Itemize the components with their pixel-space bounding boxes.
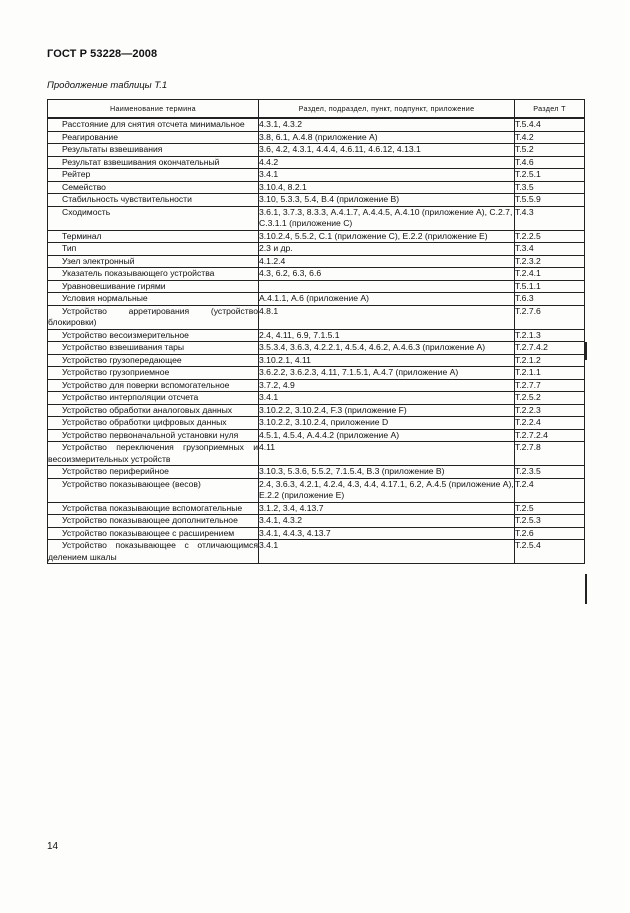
table-row bbox=[48, 293, 585, 306]
section-cell: 4.8.1 bbox=[259, 305, 515, 329]
terms-index-table bbox=[47, 99, 585, 564]
ref-cell: Т.2.1.1 bbox=[515, 367, 585, 380]
section-cell: 3.10.2.4, 5.5.2, С.1 (приложение С), Е.2.2 (приложение Е) bbox=[259, 230, 515, 243]
section-cell: 4.4.2 bbox=[259, 156, 515, 169]
term-cell: Устройство показывающее с отличающимся делением шкалы bbox=[48, 540, 258, 562]
term-cell: Реагирование bbox=[48, 131, 259, 144]
term-cell: Устройство интерполяции отсчета bbox=[48, 392, 259, 405]
ref-cell: Т.2.5.4 bbox=[515, 540, 585, 564]
term-cell: Устройство первоначальной установки нуля bbox=[48, 429, 259, 442]
ref-cell: Т.2.3.5 bbox=[515, 466, 585, 479]
ref-cell: Т.3.4 bbox=[515, 243, 585, 256]
table-row bbox=[48, 194, 585, 207]
ref-cell: Т.2.5.1 bbox=[515, 169, 585, 182]
table-row bbox=[48, 502, 585, 515]
section-cell: 4.1.2.4 bbox=[259, 255, 515, 268]
term-cell: Устройство показывающее с расширением bbox=[48, 527, 259, 540]
term-cell: Рейтер bbox=[48, 169, 259, 182]
table-row bbox=[48, 156, 585, 169]
ref-cell: Т.2.1.3 bbox=[515, 329, 585, 342]
ref-cell: Т.2.7.2.4 bbox=[515, 429, 585, 442]
ref-cell: Т.2.7.6 bbox=[515, 305, 585, 329]
term-cell: Устройство грузоприемное bbox=[48, 367, 259, 380]
table-row bbox=[48, 379, 585, 392]
table-row bbox=[48, 118, 585, 131]
section-cell: 3.6.1, 3.7.3, 8.3.3, А.4.1.7, А.4.4.5, А.4.10 (приложение А), С.2.7, С.3.1.1 (приложение С) bbox=[259, 206, 515, 230]
ref-cell: Т.2.7.7 bbox=[515, 379, 585, 392]
ref-cell: Т.5.1.1 bbox=[515, 280, 585, 293]
section-cell: 3.10.3, 5.3.6, 5.5.2, 7.1.5.4, В.3 (приложение В) bbox=[259, 466, 515, 479]
table-row bbox=[48, 131, 585, 144]
ref-cell: Т.4.2 bbox=[515, 131, 585, 144]
section-cell: 3.5.3.4, 3.6.3, 4.2.2.1, 4.5.4, 4.6.2, А.4.6.3 (приложение А) bbox=[259, 342, 515, 355]
section-cell: А.4.1.1, А.6 (приложение А) bbox=[259, 293, 515, 306]
section-cell: 2.3 и др. bbox=[259, 243, 515, 256]
section-cell: 3.4.1, 4.3.2 bbox=[259, 515, 515, 528]
table-row bbox=[48, 466, 585, 479]
table-row bbox=[48, 540, 585, 564]
section-cell: 3.4.1 bbox=[259, 540, 515, 564]
table-row bbox=[48, 206, 585, 230]
section-cell: 3.6.2.2, 3.6.2.3, 4.11, 7.1.5.1, А.4.7 (приложение А) bbox=[259, 367, 515, 380]
section-cell: 3.10.2.2, 3.10.2.4, приложение D bbox=[259, 417, 515, 430]
table-row bbox=[48, 268, 585, 281]
term-cell: Тип bbox=[48, 243, 259, 256]
section-cell: 2.4, 4.11, 6.9, 7.1.5.1 bbox=[259, 329, 515, 342]
ref-cell: Т.2.4.1 bbox=[515, 268, 585, 281]
term-cell: Семейство bbox=[48, 181, 259, 194]
ref-cell: Т.3.5 bbox=[515, 181, 585, 194]
term-cell: Устройства показывающие вспомогательные bbox=[48, 502, 259, 515]
ref-cell: Т.6.3 bbox=[515, 293, 585, 306]
table-row bbox=[48, 329, 585, 342]
section-cell bbox=[259, 280, 515, 293]
section-cell: 2.4, 3.6.3, 4.2.1, 4.2.4, 4.3, 4.4, 4.17.1, 6.2, А.4.5 (приложение А), Е.2.2 (приложение Е) bbox=[259, 478, 514, 500]
term-cell: Результаты взвешивания bbox=[48, 144, 259, 157]
term-cell: Узел электронный bbox=[48, 255, 259, 268]
table-row bbox=[48, 442, 585, 466]
ref-cell: Т.5.5.9 bbox=[515, 194, 585, 207]
ref-cell: Т.2.2.5 bbox=[515, 230, 585, 243]
page-number: 14 bbox=[47, 841, 59, 852]
section-cell: 3.10, 5.3.3, 5.4, В.4 (приложение В) bbox=[259, 194, 515, 207]
ref-cell: Т.2.3.2 bbox=[515, 255, 585, 268]
ref-cell: Т.5.4.4 bbox=[515, 118, 585, 131]
term-cell: Результат взвешивания окончательный bbox=[48, 156, 259, 169]
table-row bbox=[48, 342, 585, 355]
section-cell: 4.5.1, 4.5.4, А.4.4.2 (приложение А) bbox=[259, 429, 515, 442]
section-cell: 3.7.2, 4.9 bbox=[259, 379, 515, 392]
table-row bbox=[48, 417, 585, 430]
term-cell: Уравновешивание гирями bbox=[48, 280, 259, 293]
ref-cell: Т.4.3 bbox=[515, 206, 585, 230]
column-header-ref: Раздел Т bbox=[515, 100, 585, 119]
table-row bbox=[48, 392, 585, 405]
column-header-term: Наименование термина bbox=[48, 100, 259, 119]
section-cell: 3.10.2.2, 3.10.2.4, F.3 (приложение F) bbox=[259, 404, 515, 417]
table-row bbox=[48, 169, 585, 182]
ref-cell: Т.2.5.3 bbox=[515, 515, 585, 528]
table-row bbox=[48, 181, 585, 194]
term-cell: Устройство периферийное bbox=[48, 466, 259, 479]
section-cell: 4.11 bbox=[259, 442, 515, 466]
table-row bbox=[48, 367, 585, 380]
column-header-section: Раздел, подраздел, пункт, подпункт, приложение bbox=[259, 100, 515, 119]
ref-cell: Т.2.5.2 bbox=[515, 392, 585, 405]
term-cell: Устройство для поверки вспомогательное bbox=[48, 379, 259, 392]
change-bar bbox=[585, 342, 587, 360]
ref-cell: Т.2.1.2 bbox=[515, 354, 585, 367]
table-row bbox=[48, 527, 585, 540]
table-row bbox=[48, 243, 585, 256]
ref-cell: Т.2.7.4.2 bbox=[515, 342, 585, 355]
standard-header: ГОСТ Р 53228—2008 bbox=[47, 48, 158, 60]
ref-cell: Т.2.6 bbox=[515, 527, 585, 540]
section-cell: 3.6, 4.2, 4.3.1, 4.4.4, 4.6.11, 4.6.12, 4.13.1 bbox=[259, 144, 515, 157]
term-cell: Устройство обработки аналоговых данных bbox=[48, 404, 259, 417]
ref-cell: Т.2.7.8 bbox=[515, 442, 585, 466]
term-cell: Сходимость bbox=[48, 206, 259, 230]
table-row bbox=[48, 429, 585, 442]
term-cell: Терминал bbox=[48, 230, 259, 243]
ref-cell: Т.2.4 bbox=[515, 478, 585, 502]
term-cell: Стабильность чувствительности bbox=[48, 194, 259, 207]
term-cell: Устройство весоизмерительное bbox=[48, 329, 259, 342]
table-row bbox=[48, 230, 585, 243]
term-cell: Устройство арретирования (устройство блокировки) bbox=[48, 305, 258, 327]
table-header-row bbox=[48, 100, 585, 119]
term-cell: Устройство показывающее дополнительное bbox=[48, 515, 259, 528]
table-row bbox=[48, 255, 585, 268]
ref-cell: Т.2.2.3 bbox=[515, 404, 585, 417]
table-row bbox=[48, 515, 585, 528]
table-row bbox=[48, 305, 585, 329]
ref-cell: Т.5.2 bbox=[515, 144, 585, 157]
term-cell: Устройство показывающее (весов) bbox=[48, 478, 259, 502]
change-bar bbox=[585, 574, 587, 604]
section-cell: 3.4.1 bbox=[259, 169, 515, 182]
term-cell: Указатель показывающего устройства bbox=[48, 268, 259, 281]
table-row bbox=[48, 404, 585, 417]
term-cell: Устройство обработки цифровых данных bbox=[48, 417, 259, 430]
section-cell: 4.3.1, 4.3.2 bbox=[259, 118, 515, 131]
ref-cell: Т.2.5 bbox=[515, 502, 585, 515]
table-row bbox=[48, 354, 585, 367]
term-cell: Условия нормальные bbox=[48, 293, 259, 306]
section-cell: 3.8, 6.1, А.4.8 (приложение А) bbox=[259, 131, 515, 144]
section-cell: 3.4.1, 4.4.3, 4.13.7 bbox=[259, 527, 515, 540]
term-cell: Устройство взвешивания тары bbox=[48, 342, 259, 355]
section-cell: 3.10.4, 8.2.1 bbox=[259, 181, 515, 194]
section-cell: 3.10.2.1, 4.11 bbox=[259, 354, 515, 367]
ref-cell: Т.2.2.4 bbox=[515, 417, 585, 430]
table-row bbox=[48, 144, 585, 157]
table-row bbox=[48, 478, 585, 502]
section-cell: 3.4.1 bbox=[259, 392, 515, 405]
table-row bbox=[48, 280, 585, 293]
table-caption: Продолжение таблицы Т.1 bbox=[47, 80, 168, 91]
term-cell: Устройство переключения грузоприемных и весоизмерительных устройств bbox=[48, 442, 258, 464]
section-cell: 4.3, 6.2, 6.3, 6.6 bbox=[259, 268, 515, 281]
term-cell: Устройство грузопередающее bbox=[48, 354, 259, 367]
ref-cell: Т.4.6 bbox=[515, 156, 585, 169]
term-cell: Расстояние для снятия отсчета минимальное bbox=[48, 118, 259, 131]
section-cell: 3.1.2, 3.4, 4.13.7 bbox=[259, 502, 515, 515]
